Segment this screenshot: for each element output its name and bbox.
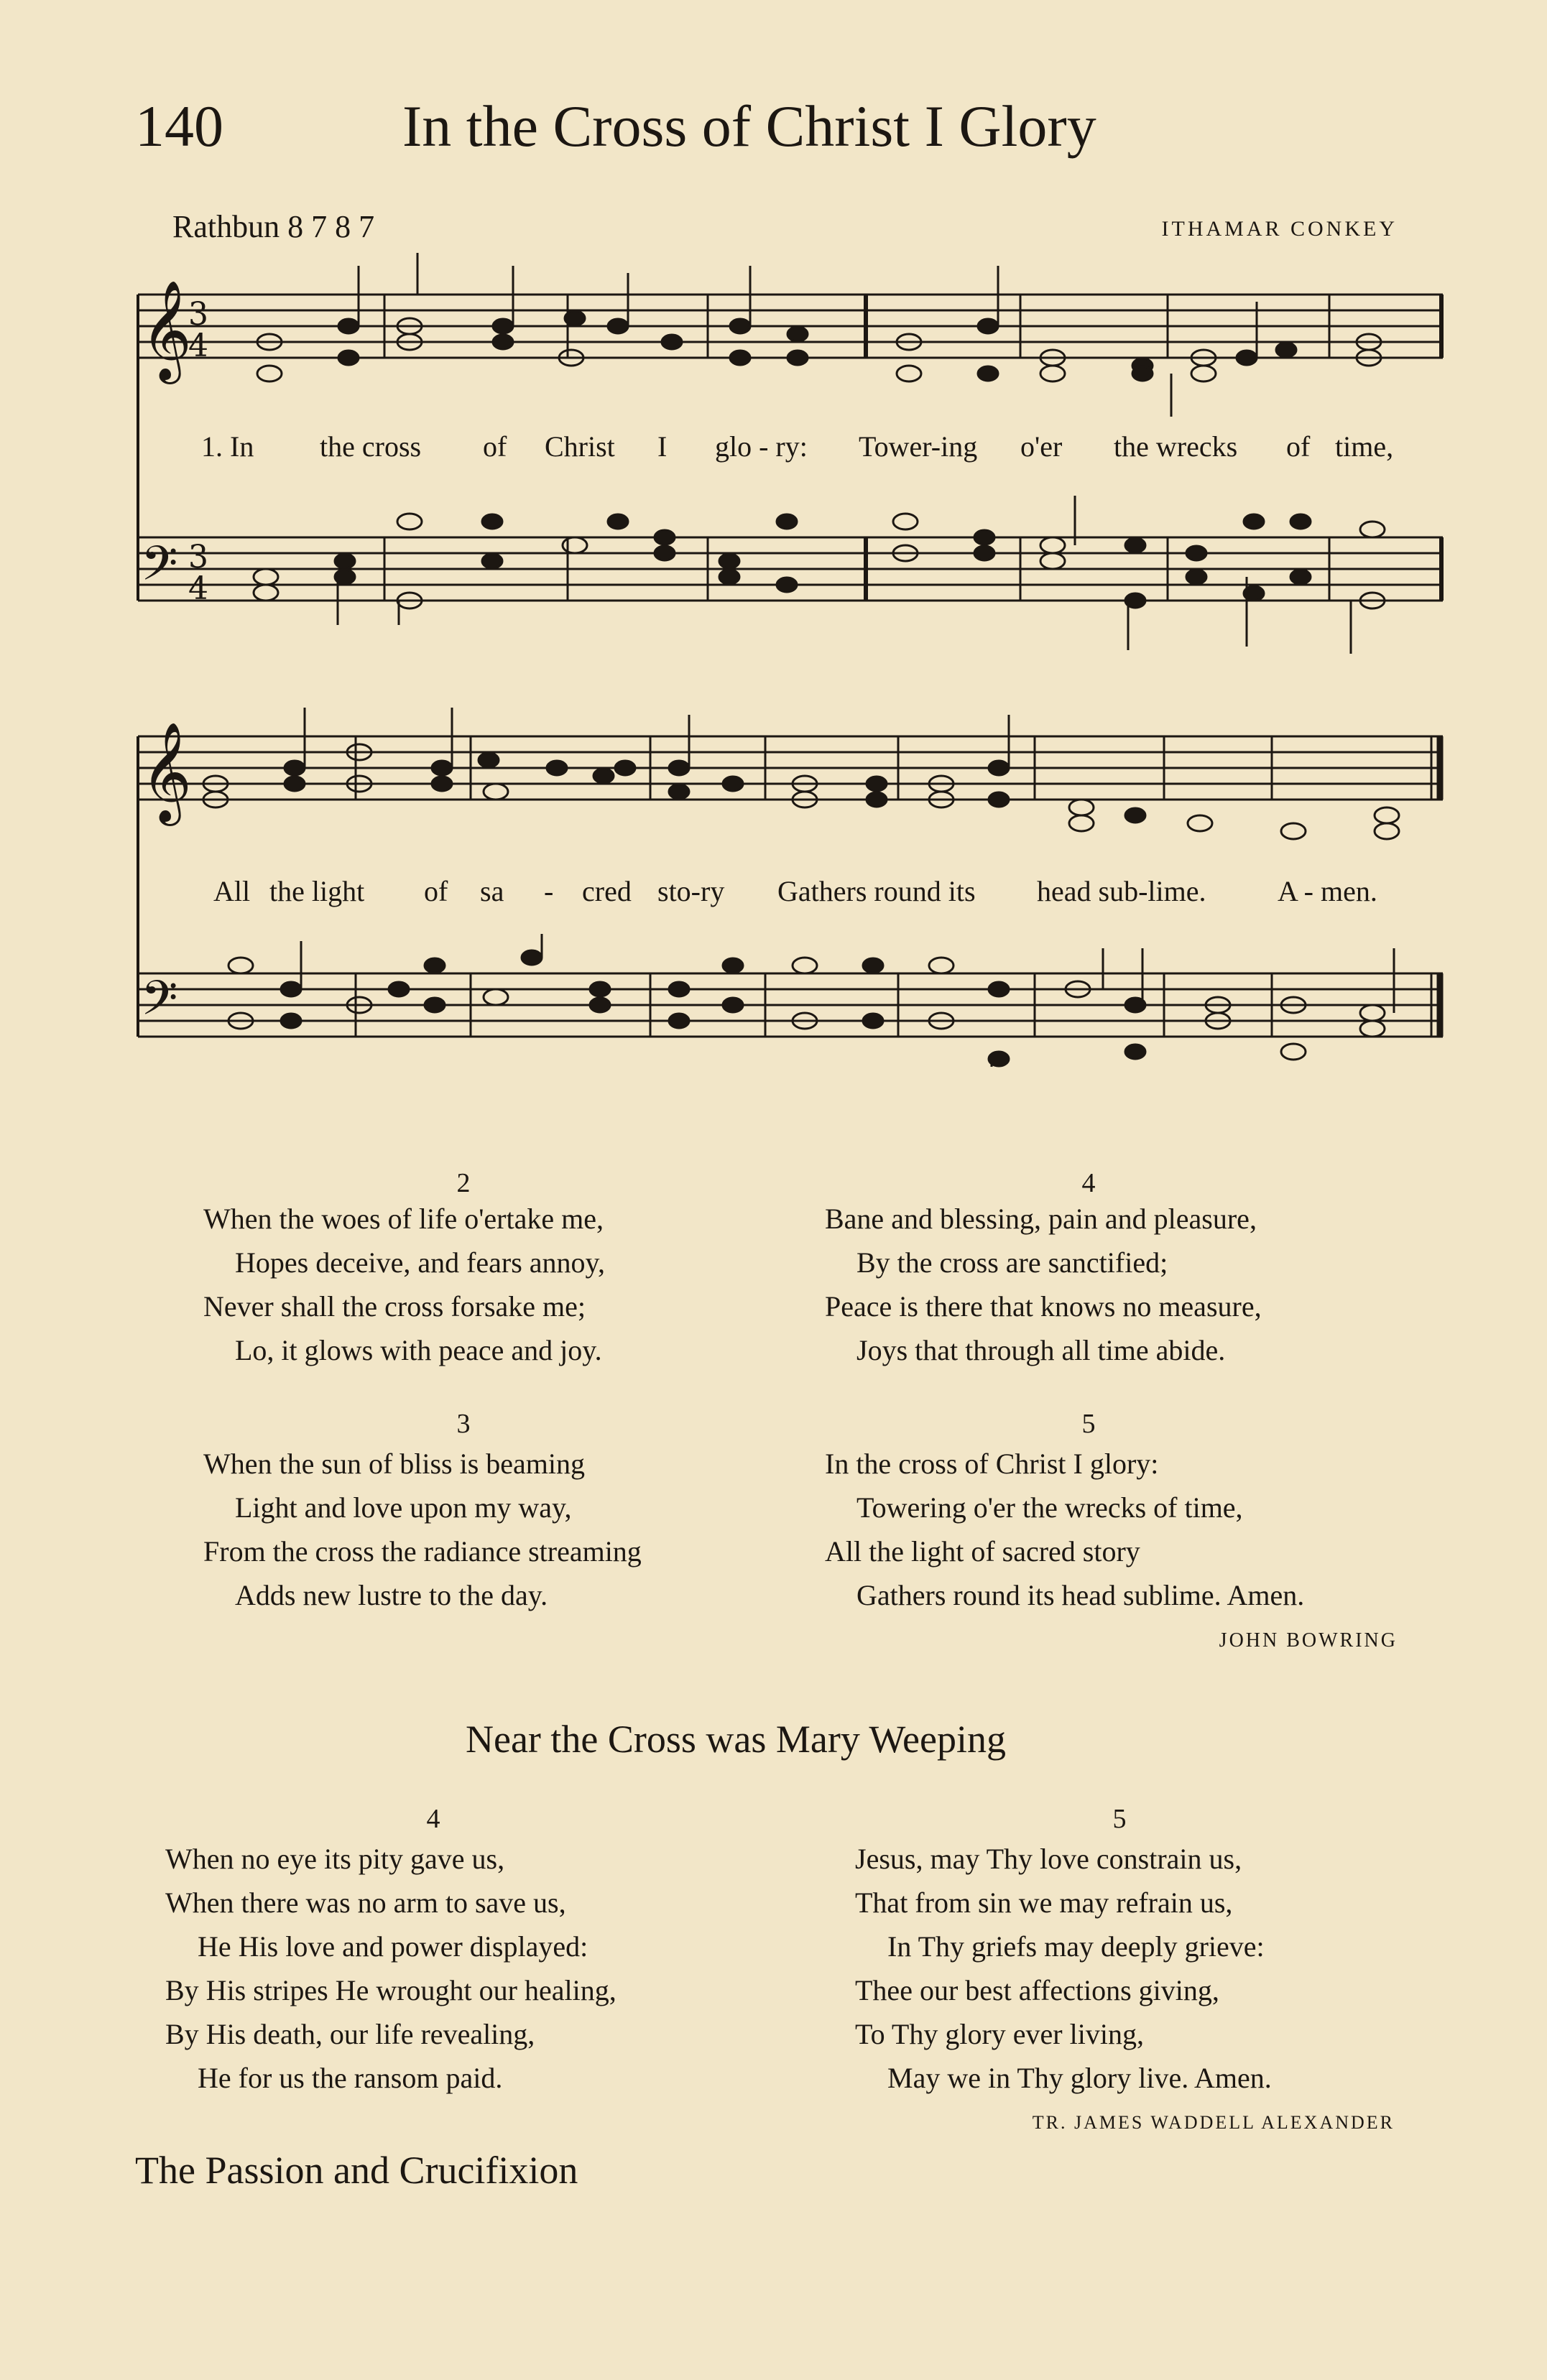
- lyric-word: Tower-ing: [859, 430, 978, 463]
- second-hymn-author: TR. JAMES WADDELL ALEXANDER: [1032, 2112, 1395, 2133]
- lyric-word: I: [657, 430, 668, 463]
- lyric-word: the wrecks: [1114, 430, 1238, 463]
- stanza-line: Gathers round its head sublime. Amen.: [856, 1579, 1305, 1611]
- lyric-word: A - men.: [1278, 875, 1377, 907]
- stanza-line: From the cross the radiance streaming: [203, 1535, 642, 1568]
- lyric-word: the cross: [320, 430, 422, 463]
- stanza-line: To Thy glory ever living,: [855, 2018, 1144, 2050]
- stanza-number: 4: [426, 1804, 440, 1834]
- stanza-line: Jesus, may Thy love constrain us,: [855, 1843, 1242, 1875]
- lyric-word: All: [213, 875, 251, 907]
- lyric-word: of: [483, 430, 507, 463]
- stanza-line: He His love and power displayed:: [198, 1930, 588, 1963]
- svg-text:4: 4: [188, 328, 208, 364]
- svg-text:3: 3: [188, 296, 208, 333]
- treble-staff-2: [138, 736, 1443, 800]
- hymn-number: 140: [135, 93, 223, 159]
- lyric-word: the light: [269, 875, 365, 907]
- stanza-line: In the cross of Christ I glory:: [825, 1448, 1159, 1480]
- svg-text:4: 4: [188, 570, 208, 607]
- lyric-word: of: [424, 875, 448, 907]
- stanza-line: When the woes of life o'ertake me,: [203, 1203, 604, 1235]
- stanza-number: 3: [456, 1409, 471, 1439]
- stanza-number: 5: [1112, 1804, 1127, 1834]
- treble-clef-icon: 𝄞: [141, 722, 192, 822]
- stanza-number: 5: [1081, 1409, 1096, 1439]
- bass-staff-2: [138, 973, 1443, 1037]
- stanza-line: Peace is there that knows no measure,: [825, 1290, 1262, 1323]
- bass-clef-icon: 𝄢: [141, 536, 178, 603]
- stanza-line: That from sin we may refrain us,: [855, 1886, 1233, 1919]
- lyric-word: Gathers round its: [777, 875, 976, 907]
- stanza-line: When no eye its pity gave us,: [165, 1843, 505, 1875]
- lyric-word: sto-ry: [657, 875, 725, 907]
- stanza-number: 2: [456, 1168, 471, 1198]
- stanza-line: Towering o'er the wrecks of time,: [856, 1491, 1243, 1524]
- tune-name: Rathbun 8 7 8 7: [172, 209, 375, 244]
- stanza-line: He for us the ransom paid.: [198, 2062, 503, 2094]
- stanza-line: In Thy griefs may deeply grieve:: [887, 1930, 1265, 1963]
- stanza-line: By the cross are sanctified;: [856, 1246, 1168, 1279]
- stanza-line: When the sun of bliss is beaming: [203, 1448, 586, 1480]
- hymn-author: JOHN BOWRING: [1219, 1629, 1398, 1652]
- stanza-line: Light and love upon my way,: [235, 1491, 572, 1524]
- note-stems: [301, 253, 1394, 1067]
- stanza-line: When there was no arm to save us,: [165, 1886, 566, 1919]
- stanza-line: By His death, our life revealing,: [165, 2018, 535, 2050]
- treble-staff-1: [138, 295, 1443, 358]
- lyrics-line-1: [0, 430, 1547, 473]
- stanza-line: Hopes deceive, and fears annoy,: [235, 1246, 605, 1279]
- svg-text:3: 3: [188, 539, 208, 575]
- lyric-word: o'er: [1020, 430, 1063, 463]
- stanza-line: Lo, it glows with peace and joy.: [235, 1334, 602, 1366]
- stanza-line: Joys that through all time abide.: [856, 1334, 1226, 1366]
- lyric-word: 1. In: [201, 430, 254, 463]
- note-heads: [203, 311, 1399, 1066]
- stanza-line: Bane and blessing, pain and pleasure,: [825, 1203, 1257, 1235]
- second-hymn-title: Near the Cross was Mary Weeping: [466, 1718, 1006, 1761]
- stanza-line: Never shall the cross forsake me;: [203, 1290, 586, 1323]
- lyric-word: of: [1286, 430, 1311, 463]
- stanza-line: All the light of sacred story: [825, 1535, 1140, 1568]
- stanza-line: Thee our best affections giving,: [855, 1974, 1219, 2006]
- hymn-title: In the Cross of Christ I Glory: [402, 93, 1096, 159]
- stanza-line: By His stripes He wrought our healing,: [165, 1974, 617, 2006]
- composer: ITHAMAR CONKEY: [1161, 217, 1398, 241]
- bass-clef-icon: 𝄢: [141, 971, 178, 1037]
- lyrics-line-2: [0, 874, 1547, 917]
- stanza-number: 4: [1081, 1168, 1096, 1198]
- lyric-word: cred: [582, 875, 632, 907]
- lyric-word: glo - ry:: [715, 430, 808, 463]
- lyric-word: Christ: [545, 430, 615, 463]
- treble-clef-icon: 𝄞: [141, 280, 192, 380]
- lyric-word: sa: [480, 875, 504, 907]
- lyric-word: time,: [1335, 430, 1394, 463]
- section-title: The Passion and Crucifixion: [135, 2149, 578, 2192]
- lyric-word: -: [544, 875, 554, 907]
- lyric-word: head sub-lime.: [1037, 875, 1206, 907]
- stanza-line: May we in Thy glory live. Amen.: [887, 2062, 1272, 2094]
- stanza-line: Adds new lustre to the day.: [235, 1579, 548, 1611]
